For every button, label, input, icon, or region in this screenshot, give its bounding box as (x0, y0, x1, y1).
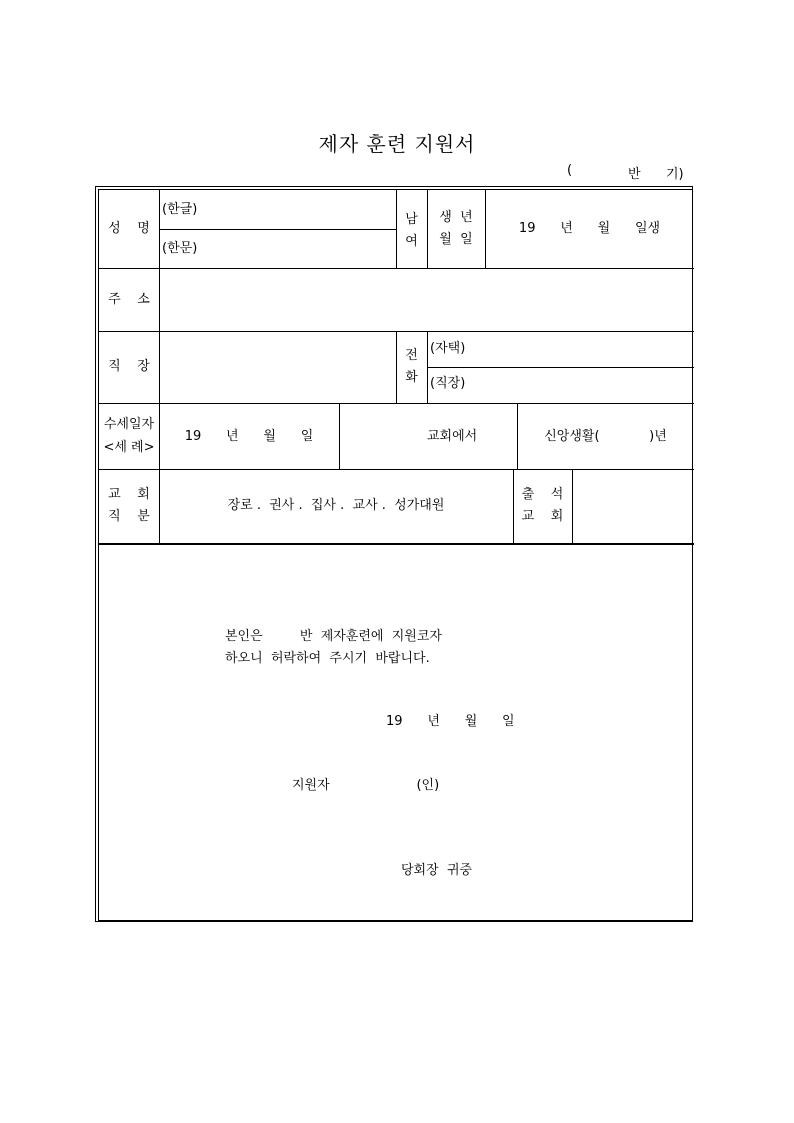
name-hanja-field[interactable]: (한문) (162, 241, 198, 256)
term-close: 기) (666, 167, 684, 182)
name-divider (160, 229, 396, 230)
birth-label-1: 생 년 (439, 210, 473, 225)
baptism-label-1: 수세일자 (103, 417, 155, 432)
form-title: 제자 훈련 지원서 (318, 132, 476, 156)
col-divider (396, 190, 397, 268)
phone-label-1: 전 (405, 348, 418, 363)
birth-date-field[interactable]: 19 년 월 일생 (518, 221, 661, 236)
baptism-date-field[interactable]: 19 년 월 일 (184, 429, 314, 444)
phone-home-field[interactable]: (자택) (430, 341, 466, 356)
phone-divider (428, 367, 694, 368)
work-label: 직 장 (108, 359, 150, 374)
col-divider (513, 469, 514, 543)
row-divider (99, 403, 694, 404)
phone-work-field[interactable]: (직장) (430, 376, 466, 391)
faith-years-field[interactable]: 신앙생활( )년 (544, 429, 667, 444)
birth-label-2: 월 일 (439, 232, 473, 247)
attend-label-1: 출 석 (521, 487, 564, 502)
position-label-2: 직 분 (108, 509, 150, 524)
col-divider (427, 331, 428, 403)
name-korean-field[interactable]: (한글) (162, 202, 198, 217)
address-label: 주 소 (108, 292, 150, 307)
address-field[interactable] (160, 269, 694, 331)
work-field[interactable] (160, 332, 396, 403)
application-date[interactable]: 19 년 월 일 (386, 714, 515, 729)
attend-label-2: 교 회 (521, 509, 564, 524)
request-line-1: 본인은 반 제자훈련에 지원코자 (225, 629, 442, 644)
term-half: 반 (628, 167, 641, 182)
addressee: 당회장 귀중 (401, 863, 473, 878)
col-divider (396, 331, 397, 403)
gender-male[interactable]: 남 (405, 212, 418, 227)
baptism-church-field[interactable]: 교회에서 (427, 429, 478, 444)
position-options[interactable]: 장로 . 권사 . 집사 . 교사 . 성가대원 (227, 498, 445, 513)
attend-church-field[interactable] (573, 470, 694, 543)
gender-female[interactable]: 여 (405, 234, 418, 249)
col-divider (427, 190, 428, 268)
name-label: 성 명 (108, 221, 150, 236)
term-open: ( (567, 163, 573, 178)
form-table (98, 189, 693, 921)
col-divider (159, 190, 160, 268)
baptism-label-2: <세 례> (103, 440, 155, 455)
phone-label-2: 화 (405, 370, 418, 385)
applicant-signature[interactable]: 지원자 (인) (292, 778, 440, 793)
section-divider (99, 543, 694, 545)
col-divider (339, 403, 340, 469)
request-line-2: 하오니 허락하여 주시기 바랍니다. (225, 651, 430, 666)
position-label-1: 교 회 (108, 487, 150, 502)
